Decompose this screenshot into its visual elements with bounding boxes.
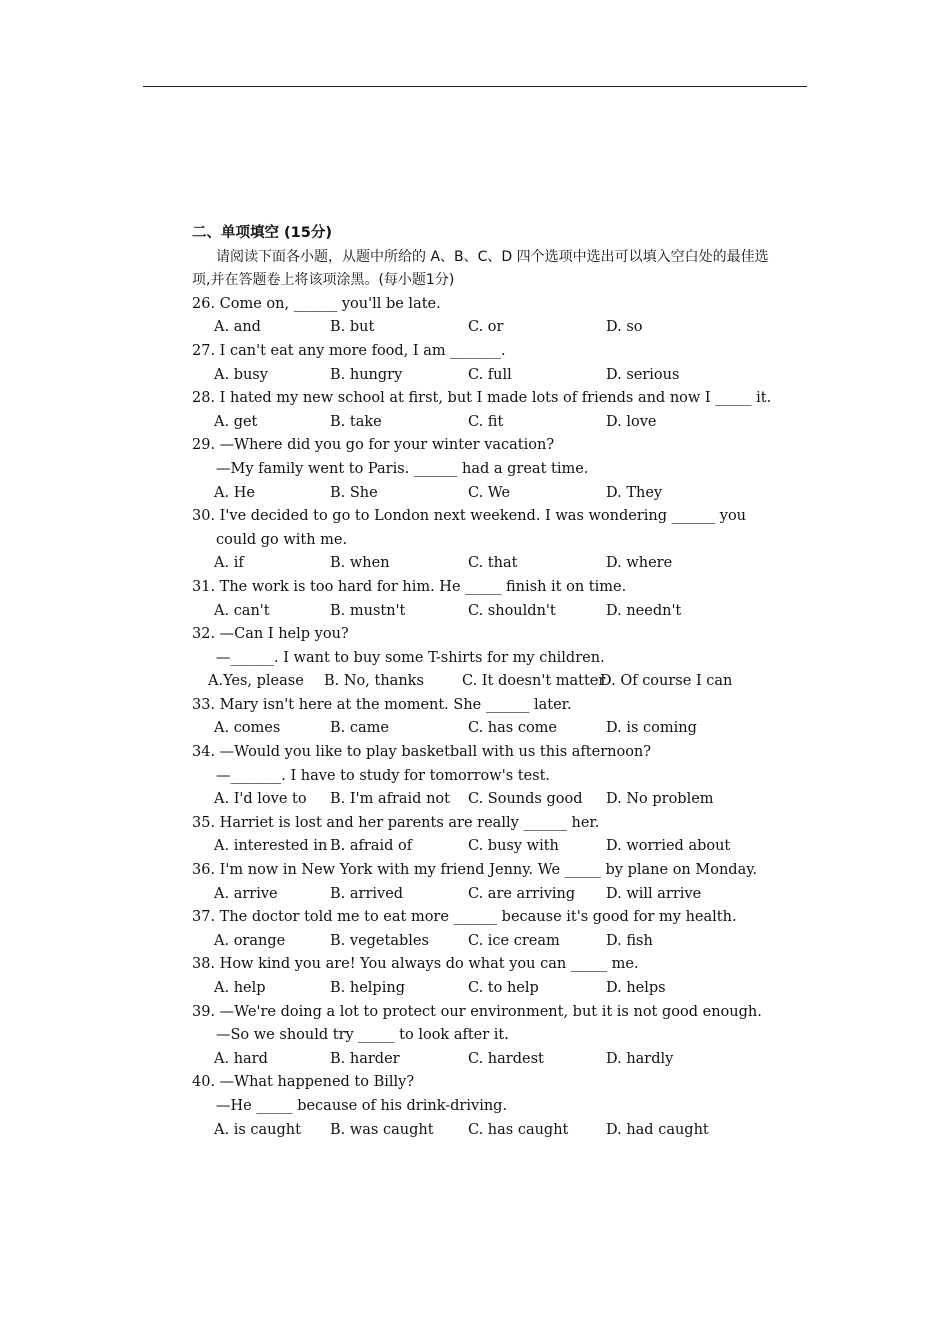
answer-option-c: C. has caught bbox=[468, 1121, 569, 1138]
answer-option-b: B. arrived bbox=[330, 885, 404, 902]
answer-options bbox=[192, 977, 772, 1001]
answer-option-c: C. fit bbox=[468, 413, 504, 430]
answer-option-b: B. but bbox=[330, 319, 375, 336]
answer-options bbox=[192, 316, 772, 340]
answer-options bbox=[192, 364, 772, 388]
section-title: 二、单项填空 (15分) bbox=[192, 225, 332, 241]
question-dialogue-line: —He _____ because of his drink-driving. bbox=[216, 1097, 508, 1114]
question-dialogue-line: —So we should try _____ to look after it. bbox=[216, 1027, 509, 1044]
question-stem: 27. I can't eat any more food, I am _______. bbox=[192, 342, 506, 359]
question-stem: 28. I hated my new school at first, but I made lots of friends and now I _____ it. bbox=[192, 390, 772, 407]
answer-option-c: C. ice cream bbox=[468, 932, 560, 949]
answer-option-a: A.Yes, please bbox=[208, 673, 304, 690]
answer-options bbox=[192, 717, 772, 741]
answer-option-d: D. love bbox=[606, 413, 657, 430]
question-block bbox=[192, 623, 772, 694]
answer-options bbox=[192, 930, 772, 954]
answer-option-d: D. They bbox=[606, 484, 663, 501]
answer-option-d: D. worried about bbox=[606, 838, 731, 855]
answer-option-d: D. helps bbox=[606, 980, 666, 996]
question-stem: 33. Mary isn't here at the moment. She ______ later. bbox=[192, 696, 572, 713]
answer-options bbox=[192, 1119, 772, 1143]
question-dialogue-line: —My family went to Paris. ______ had a great time. bbox=[216, 460, 589, 477]
question-block bbox=[192, 576, 772, 623]
question-block bbox=[192, 387, 772, 434]
answer-options bbox=[192, 835, 772, 859]
answer-option-d: D. is coming bbox=[606, 720, 697, 737]
answer-option-b: B. came bbox=[330, 720, 389, 737]
question-stem: 38. How kind you are! You always do what you can _____ me. bbox=[192, 956, 639, 973]
answer-option-d: D. hardly bbox=[606, 1050, 674, 1067]
answer-option-a: A. get bbox=[214, 413, 258, 430]
answer-option-a: A. busy bbox=[214, 366, 268, 383]
question-stem: 36. I'm now in New York with my friend Jenny. We _____ by plane on Monday. bbox=[192, 862, 758, 879]
answer-option-a: A. orange bbox=[214, 932, 286, 949]
answer-option-b: B. was caught bbox=[330, 1121, 434, 1138]
answer-option-a: A. can't bbox=[214, 602, 270, 619]
answer-option-a: A. comes bbox=[214, 720, 281, 737]
question-dialogue-line: —______. I want to buy some T-shirts for my children. bbox=[216, 649, 605, 666]
answer-options bbox=[192, 411, 772, 435]
answer-option-d: D. serious bbox=[606, 366, 680, 383]
answer-option-a: A. arrive bbox=[214, 885, 278, 902]
question-block bbox=[192, 434, 772, 505]
answer-options bbox=[192, 670, 772, 694]
answer-option-d: D. will arrive bbox=[606, 885, 702, 902]
answer-option-c: C. has come bbox=[468, 720, 558, 737]
answer-option-b: B. hungry bbox=[330, 366, 403, 383]
question-stem: 39. —We're doing a lot to protect our environment, but it is not good enough. bbox=[192, 1003, 762, 1020]
question-block bbox=[192, 1071, 772, 1142]
question-stem: 37. The doctor told me to eat more ______ because it's good for my health. bbox=[192, 909, 737, 926]
question-block bbox=[192, 741, 772, 812]
answer-option-c: C. busy with bbox=[468, 838, 559, 855]
answer-option-d: D. needn't bbox=[606, 602, 682, 619]
answer-option-d: D. so bbox=[606, 319, 643, 336]
question-list bbox=[192, 293, 772, 1142]
question-stem: 35. Harriet is lost and her parents are really ______ her. bbox=[192, 814, 600, 831]
answer-options bbox=[192, 1048, 772, 1072]
answer-option-a: A. He bbox=[214, 484, 255, 501]
answer-option-c: C. hardest bbox=[468, 1050, 544, 1067]
answer-option-a: A. I'd love to bbox=[214, 791, 307, 808]
answer-option-a: A. interested in bbox=[214, 838, 328, 855]
answer-options bbox=[192, 883, 772, 907]
question-stem: 26. Come on, ______ you'll be late. bbox=[192, 295, 441, 312]
question-block bbox=[192, 505, 772, 576]
answer-option-a: A. hard bbox=[214, 1050, 268, 1067]
answer-option-c: C. that bbox=[468, 555, 518, 572]
answer-option-c: C. shouldn't bbox=[468, 602, 556, 619]
question-block bbox=[192, 340, 772, 387]
question-stem: 40. —What happened to Billy? bbox=[192, 1074, 415, 1091]
answer-option-b: B. take bbox=[330, 413, 382, 430]
question-block bbox=[192, 906, 772, 953]
answer-options bbox=[192, 552, 772, 576]
question-dialogue-line: —_______. I have to study for tomorrow's test. bbox=[216, 767, 551, 784]
answer-option-d: D. Of course I can bbox=[600, 673, 733, 690]
answer-option-d: D. where bbox=[606, 555, 673, 572]
question-stem: 29. —Where did you go for your winter vacation? bbox=[192, 437, 555, 454]
answer-option-d: D. fish bbox=[606, 932, 653, 949]
question-stem: 34. —Would you like to play basketball with us this afternoon? bbox=[192, 744, 652, 761]
answer-option-c: C. or bbox=[468, 319, 504, 336]
answer-option-c: C. full bbox=[468, 366, 512, 383]
question-block bbox=[192, 953, 772, 1000]
section-instructions: 请阅读下面各小题，从题中所给的 A、B、C、D 四个选项中选出可以填入空白处的最佳选项,并在答题卷上将该项涂黑。(每小题1分) bbox=[192, 248, 769, 289]
question-block bbox=[192, 812, 772, 859]
answer-option-c: C. We bbox=[468, 484, 511, 501]
answer-option-d: D. had caught bbox=[606, 1121, 709, 1138]
answer-option-b: B. She bbox=[330, 484, 378, 501]
answer-option-c: C. Sounds good bbox=[468, 791, 583, 808]
exam-section bbox=[192, 222, 772, 1142]
answer-option-a: A. help bbox=[214, 980, 266, 996]
answer-option-a: A. if bbox=[214, 555, 244, 572]
question-stem: 32. —Can I help you? bbox=[192, 626, 349, 643]
answer-option-b: B. No, thanks bbox=[324, 673, 424, 690]
question-block bbox=[192, 1001, 772, 1072]
answer-option-b: B. when bbox=[330, 555, 390, 572]
question-block bbox=[192, 293, 772, 340]
answer-options bbox=[192, 600, 772, 624]
answer-option-b: B. mustn't bbox=[330, 602, 406, 619]
question-stem: 31. The work is too hard for him. He _____ finish it on time. bbox=[192, 578, 627, 595]
answer-options bbox=[192, 482, 772, 506]
answer-option-d: D. No problem bbox=[606, 791, 714, 808]
answer-option-a: A. is caught bbox=[214, 1121, 301, 1138]
question-block bbox=[192, 859, 772, 906]
answer-option-c: C. It doesn't matter bbox=[462, 673, 606, 690]
answer-option-b: B. helping bbox=[330, 980, 405, 996]
answer-option-b: B. vegetables bbox=[330, 932, 429, 949]
answer-options bbox=[192, 788, 772, 812]
header-rule bbox=[143, 86, 807, 87]
answer-option-c: C. to help bbox=[468, 980, 539, 996]
answer-option-b: B. I'm afraid not bbox=[330, 791, 450, 808]
answer-option-c: C. are arriving bbox=[468, 885, 576, 902]
answer-option-a: A. and bbox=[214, 319, 261, 336]
answer-option-b: B. harder bbox=[330, 1050, 400, 1067]
question-block bbox=[192, 694, 772, 741]
question-stem: 30. I've decided to go to London next weekend. I was wondering ______ you could go with me. bbox=[192, 508, 747, 548]
answer-option-b: B. afraid of bbox=[330, 838, 413, 855]
